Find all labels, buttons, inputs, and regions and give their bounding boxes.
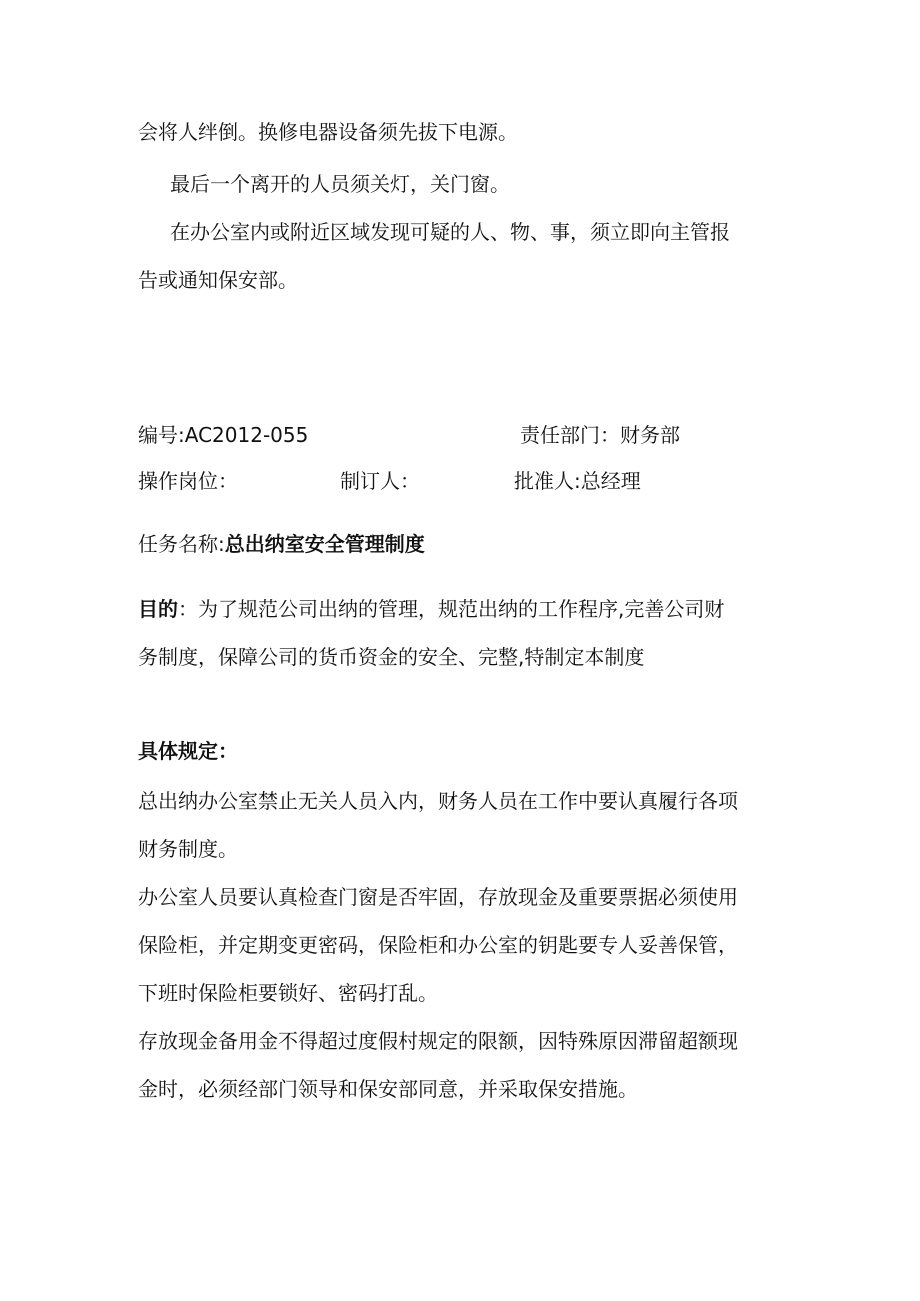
top-line-2: 最后一个离开的人员须关灯，关门窗。 [170, 172, 510, 196]
top-line-4: 告或通知保安部。 [138, 268, 298, 292]
approver-label: 批准人: [514, 469, 581, 493]
rules-heading: 具体规定： [138, 739, 238, 763]
document-number-value: AC2012-055 [184, 423, 309, 447]
purpose-line-1 [138, 595, 724, 623]
purpose-label: 目的 [138, 597, 178, 621]
rule-1-line-2: 财务制度。 [138, 837, 238, 861]
document-number [138, 421, 308, 449]
rule-2-line-1: 办公室人员要认真检查门窗是否牢固，存放现金及重要票据必须使用 [138, 885, 738, 909]
department-value: 财务部 [620, 423, 680, 447]
approver-value: 总经理 [580, 469, 641, 493]
rule-2-line-2: 保险柜，并定期变更密码，保险柜和办公室的钥匙要专人妥善保管， [138, 933, 738, 957]
purpose-text-1: ：为了规范公司出纳的管理，规范出纳的工作程序,完善公司财 [178, 597, 725, 621]
task-name-label: 任务名称: [138, 532, 225, 556]
task-name [138, 530, 425, 558]
rule-1-line-1: 总出纳办公室禁止无关人员入内，财务人员在工作中要认真履行各项 [138, 789, 738, 813]
position-label: 操作岗位： [138, 469, 238, 493]
purpose-line-2: 务制度，保障公司的货币资金的安全、完整,特制定本制度 [138, 645, 645, 669]
author-label: 制订人： [340, 469, 420, 493]
document-number-label: 编号: [138, 423, 185, 447]
department-label: 责任部门： [520, 423, 620, 447]
rule-2-line-3: 下班时保险柜要锁好、密码打乱。 [138, 981, 438, 1005]
task-name-value: 总出纳室安全管理制度 [224, 532, 425, 556]
rule-3-line-2: 金时，必须经部门领导和保安部同意，并采取保安措施。 [138, 1077, 638, 1101]
rule-3-line-1: 存放现金备用金不得超过度假村规定的限额，因特殊原因滞留超额现 [138, 1029, 738, 1053]
top-line-3: 在办公室内或附近区域发现可疑的人、物、事，须立即向主管报 [170, 220, 730, 244]
top-line-1: 会将人绊倒。换修电器设备须先拔下电源。 [138, 120, 518, 144]
approver [514, 467, 641, 495]
responsible-department [520, 421, 680, 449]
